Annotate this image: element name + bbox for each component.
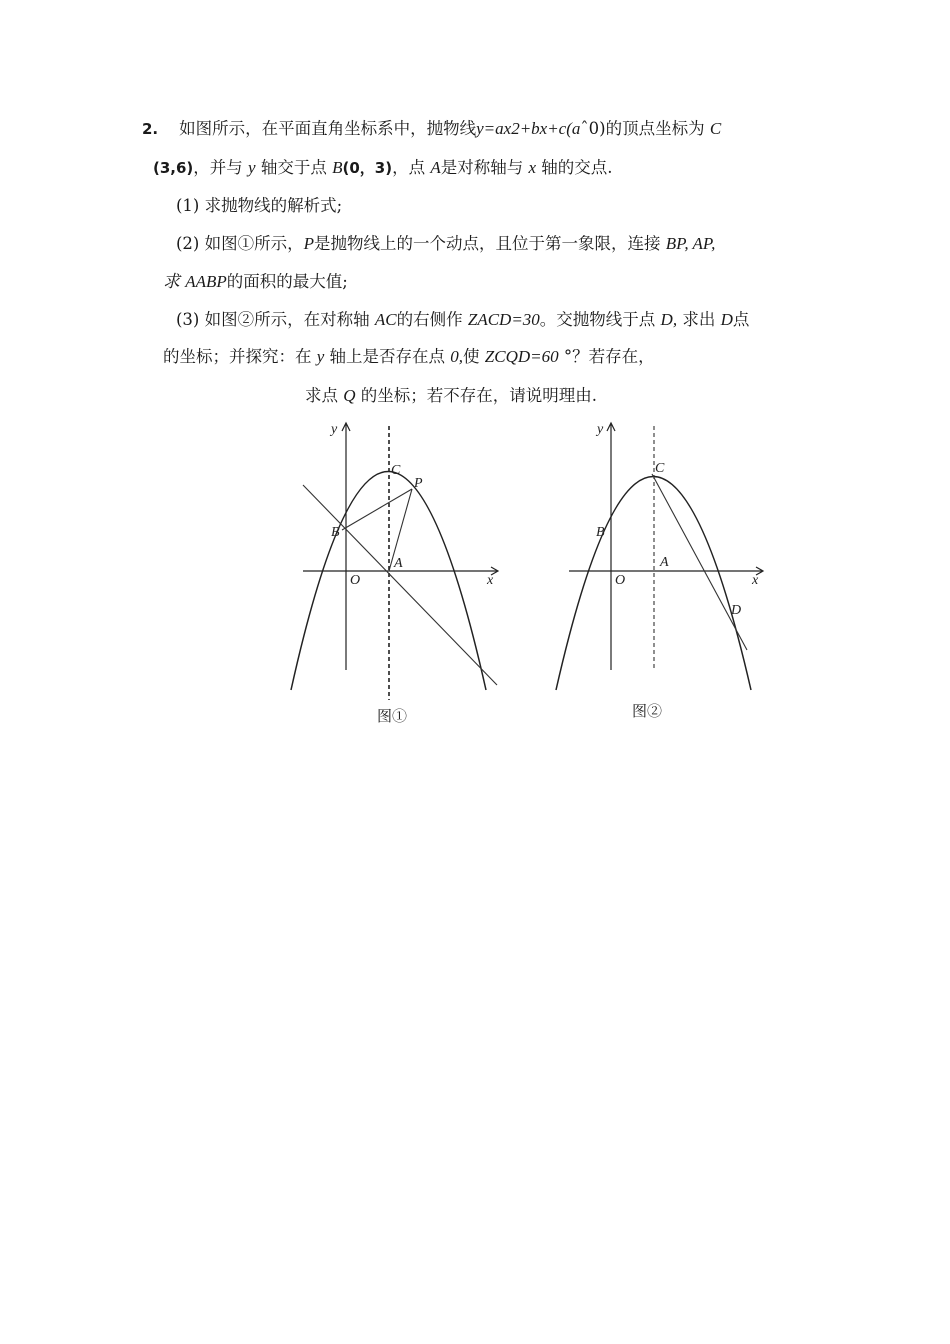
fig1-label-x: x <box>487 573 494 588</box>
part-3-text: °？若存在， <box>563 347 655 366</box>
part-1-text: (1) 求抛物线的解析式; <box>176 196 343 215</box>
part-2-text: 求 <box>163 272 180 291</box>
part-2-text: (2) 如图①所示， <box>176 234 304 253</box>
axis-name: y <box>316 347 325 366</box>
angle-label: ZACD=30 <box>467 310 540 329</box>
angle-label: ZCQD=60 <box>484 347 559 366</box>
fig1-label-P: P <box>414 476 423 491</box>
segment-label: AC <box>374 310 397 329</box>
problem-text: ，点 <box>392 158 426 177</box>
problem-text: 轴的交点. <box>541 158 613 177</box>
part-2-text: 是抛物线上的一个动点，且位于第一象限，连接 <box>314 234 661 253</box>
point-label: C <box>709 119 722 138</box>
condition: (a <box>566 119 581 138</box>
equation: y=ax2+bx+c <box>476 119 567 138</box>
fig1-label-O: O <box>350 573 361 588</box>
point-label: D <box>720 310 733 329</box>
part-3-text: 使 <box>463 347 480 366</box>
fig2-label-B: B <box>596 525 605 540</box>
part-2-text: 的面积的最大值; <box>226 272 348 291</box>
fig2-label-C: C <box>655 461 665 476</box>
coordinate: (0，3) <box>342 159 393 177</box>
part-3-text: 的右侧作 <box>396 310 463 329</box>
condition-symbol: ˆ <box>580 119 589 138</box>
fig2-label-x: x <box>752 573 759 588</box>
fig1-label-A: A <box>394 556 403 571</box>
axis-name: y <box>248 158 256 177</box>
axis-name: x <box>528 158 537 177</box>
point-label: Q <box>343 386 356 405</box>
fig2-label-A: A <box>660 555 669 570</box>
part-3-text: 。交抛物线于点 <box>539 310 656 329</box>
problem-text: 如图所示，在平面直角坐标系中，抛物线 <box>179 119 477 138</box>
point-label: D, <box>660 310 678 329</box>
problem-text: 0)的顶点坐标为 <box>588 119 705 138</box>
part-3-text: 轴上是否存在点 <box>329 347 446 366</box>
fig1-label-C: C <box>391 463 401 478</box>
part-3-text: (3) 如图②所示，在对称轴 <box>176 310 370 329</box>
point-label: A <box>430 158 441 177</box>
coordinate: (3,6) <box>153 159 194 177</box>
problem-number: 2. <box>142 120 159 138</box>
fig2-label-O: O <box>615 573 626 588</box>
part-3-text: 求出 <box>682 310 716 329</box>
problem-text: 轴交于点 <box>260 158 327 177</box>
point-label: B <box>332 158 343 177</box>
part-3-text: 的坐标；若不存在，请说明理由. <box>360 386 598 405</box>
fig1-label-B: B <box>331 525 340 540</box>
point-label: 0, <box>450 347 464 366</box>
fig2-label-y: y <box>597 422 604 437</box>
point-label: P <box>303 234 315 253</box>
fig2-label-D: D <box>731 603 742 618</box>
part-3-text: 点 <box>732 310 750 329</box>
figure-1-caption: 图① <box>377 707 408 725</box>
problem-text: ，并与 <box>193 158 243 177</box>
figure-2-caption: 图② <box>632 702 663 720</box>
triangle-label: AABP <box>185 272 227 291</box>
fig1-label-y: y <box>331 422 338 437</box>
problem-text: 是对称轴与 <box>440 158 524 177</box>
part-3-text: 求点 <box>305 386 338 405</box>
part-3-text: 的坐标；并探究：在 <box>163 347 312 366</box>
segment-labels: BP, AP, <box>665 234 716 253</box>
